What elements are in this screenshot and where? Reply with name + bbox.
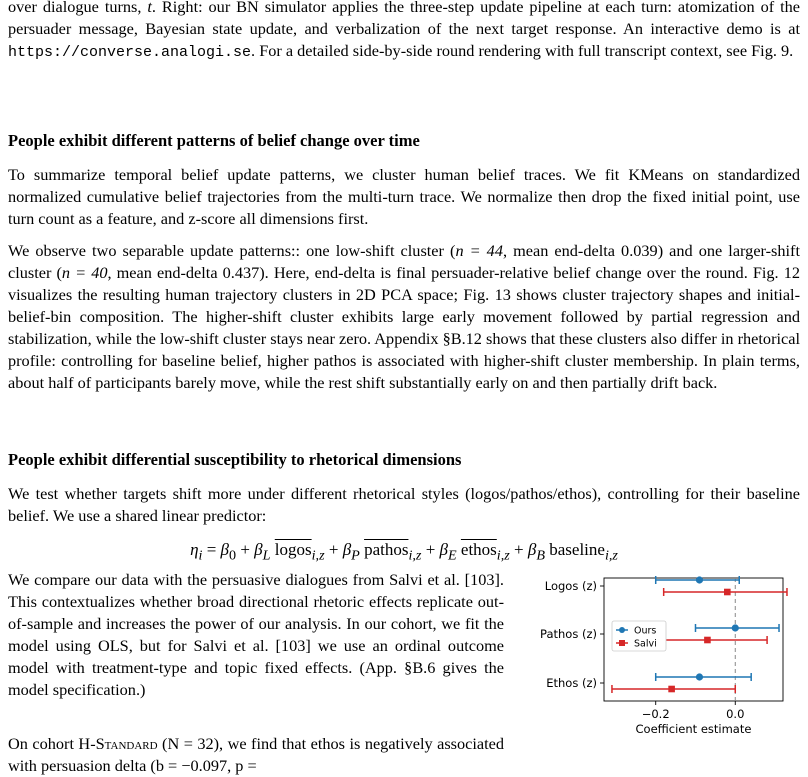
section-heading-rhetorical-susceptibility: People exhibit differential susceptibility to rhetorical dimensions	[8, 450, 462, 469]
estimate-point	[732, 624, 739, 631]
intro-paragraph	[8, 0, 800, 64]
rhetorical-paragraph-3: On cohort H-Standard (N = 32), we find that ethos is negatively associated with persuasion delta (b = −0.097, p =	[8, 734, 505, 775]
linear-predictor-equation: $\eta_i = \beta_0 + \beta_L$ logos$_{i,z}$ + $\beta_P$ pathos$_{i,z}$ + $\beta_E$ ethos$_{i,z}$ + $\beta_B$ baseline$_{i,z}$	[190, 540, 618, 564]
y-tick-label: Logos (z)	[544, 579, 597, 593]
chart-plot-area	[540, 576, 787, 736]
x-tick-label: −0.2	[641, 707, 670, 721]
estimate-point	[696, 673, 703, 680]
intro-line1: over dialogue turns, t. Right: our BN simulator applies the three-step update pipeline at each turn:	[8, 0, 672, 16]
y-tick-label: Ethos (z)	[546, 676, 597, 690]
coefficient-chart	[535, 573, 800, 743]
legend-label: Salvi	[634, 638, 657, 650]
x-axis-label: Coefficient estimate	[635, 722, 752, 736]
estimate-point	[696, 576, 703, 583]
section-heading-belief-change: People exhibit different patterns of belief change over time	[8, 131, 420, 150]
intro-line2: atomization of the persuader message, Bayesian state update, and verbalization of the next target	[8, 0, 800, 38]
legend-swatch-marker	[619, 640, 625, 646]
intro-line4: round rendering with full transcript context, see Fig. 9.	[436, 41, 794, 60]
estimate-point	[668, 686, 675, 693]
y-tick-label: Pathos (z)	[540, 627, 597, 641]
x-tick-label: 0.0	[726, 707, 745, 721]
estimate-point	[704, 637, 711, 644]
rhetorical-paragraph-2: We compare our data with the persuasive dialogues from Salvi et al. [103]. This contextualizes whether broad directional rhetoric effects replicate out-of-sample and increases the power of our analysis. In our cohort, we fit the model using OLS, but for Salvi et al. [103] we use an ordinal outcome model with treatment-type and topic fixed effects. (App. §B.6 gives the model specification.)	[8, 570, 504, 699]
belief-change-paragraph-1: To summarize temporal belief update patterns, we cluster human belief traces. We fit KMeans on standardized normalized cumulative belief trajectories from the multi-turn trace. We normalize then drop the fixed initial point, use turn count as a feature, and z-score all dimensions first.	[8, 165, 800, 228]
demo-url-link[interactable]: https://converse.analogi.se	[8, 44, 252, 61]
estimate-point	[724, 589, 731, 596]
rhetorical-paragraph-1: We test whether targets shift more under different rhetorical styles (logos/pathos/ethos), controlling for their baseline belief. We use a shared linear predictor:	[8, 484, 800, 525]
belief-change-paragraph-2: We observe two separable update patterns:: one low-shift cluster (n = 44, mean end-delta 0.039) and one larger-shift cluster (n = 40, mean end-delta 0.437). Here, end-delta is final persuader-relative belief change over the round. Fig. 12 visualizes the resulting human trajectory clusters in 2D PCA space; Fig. 13 shows cluster trajectory shapes and initial-belief-bin composition. The higher-shift cluster exhibits large early movement followed by partial regression and stabilization, while the low-shift cluster stays near zero. Appendix §B.12 shows that these clusters also differ in rhetorical profile: controlling for baseline belief, higher pathos is associated with higher-shift cluster membership. In plain terms, about half of participants barely move, while the rest shift substantially early on and then partially drift back.	[8, 241, 801, 392]
legend-swatch-marker	[619, 627, 625, 633]
legend-label: Ours	[634, 625, 657, 637]
intro-line3: response. An interactive demo is at https://converse.analogi.se. For a detailed side-by-side	[8, 19, 801, 61]
